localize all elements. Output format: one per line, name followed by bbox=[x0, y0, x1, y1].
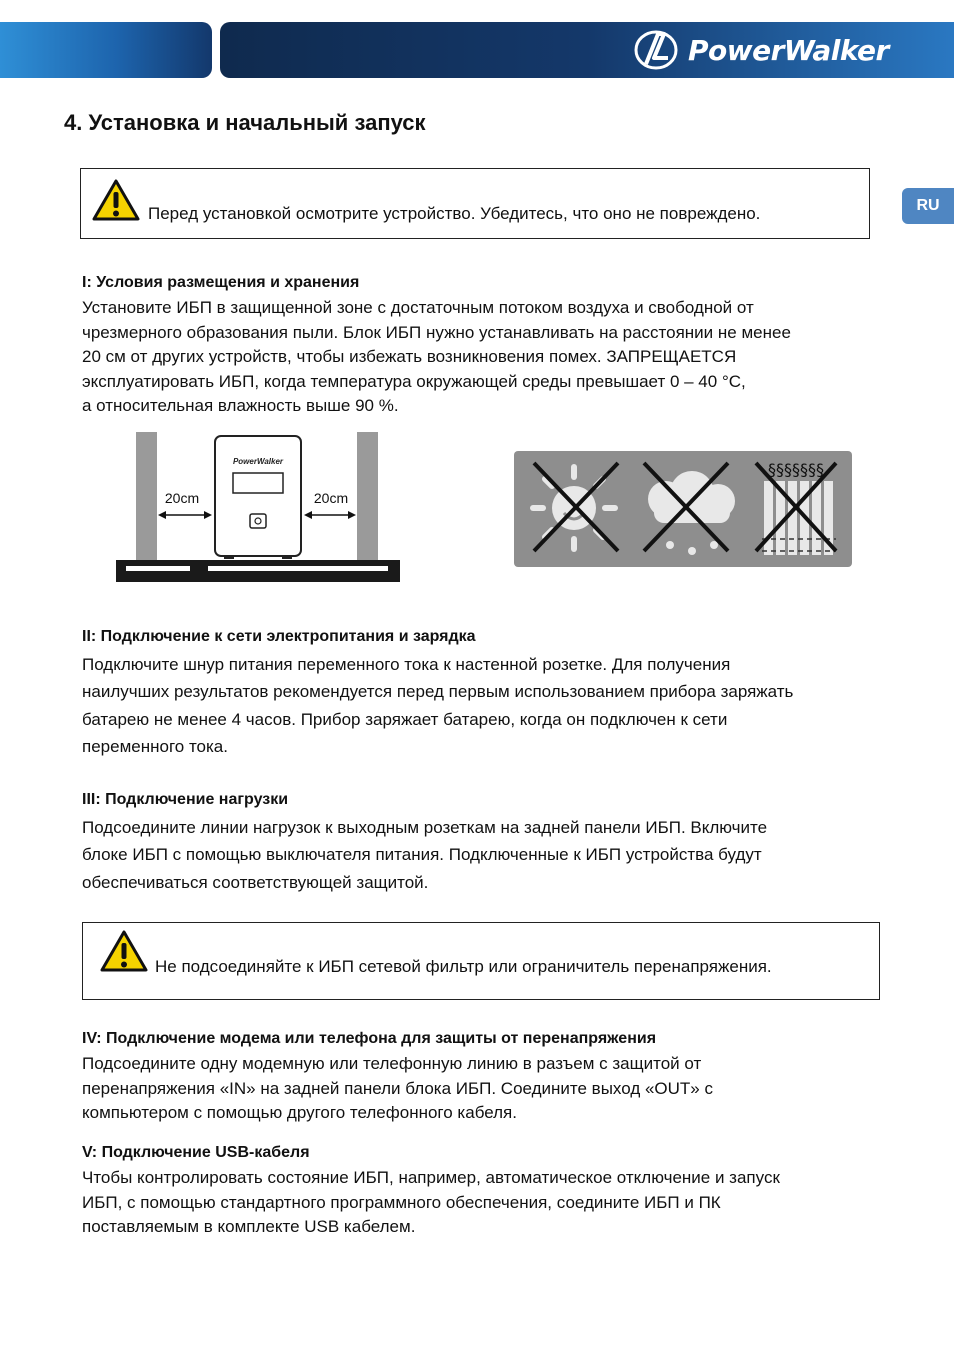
warning-box-inspection bbox=[80, 168, 870, 239]
text-line: ИБП, с помощью стандартного программного обеспечения, соедините ИБП и ПК bbox=[82, 1192, 721, 1212]
text-line: поставляемым в комплекте USB кабелем. bbox=[82, 1217, 416, 1236]
ups-device bbox=[215, 436, 301, 559]
header-left-bar bbox=[0, 22, 212, 78]
warning-icon bbox=[91, 178, 141, 222]
text-line: Чтобы контролировать состояние ИБП, например, автоматическое отключение и запуск bbox=[82, 1168, 780, 1187]
text-line: эксплуатировать ИБП, когда температура окружающей среды превышает 0 – 40 °C, bbox=[82, 371, 746, 391]
section-heading-usb: V: Подключение USB-кабеля bbox=[82, 1144, 310, 1161]
warning-icon bbox=[99, 929, 149, 973]
text-line: Подсоедините одну модемную или телефонную линию в разъем с защитой от bbox=[82, 1054, 702, 1073]
language-tab[interactable]: RU bbox=[902, 188, 954, 224]
device-brand-label: PowerWalker bbox=[232, 457, 284, 466]
text-line: а относительная влажность выше 90 %. bbox=[82, 396, 399, 415]
left-wall bbox=[136, 432, 157, 560]
section-heading-placement: I: Условия размещения и хранения bbox=[82, 274, 360, 291]
section-heading-modem: IV: Подключение модема или телефона для защиты от перенапряжения bbox=[82, 1030, 657, 1047]
section-text-placement bbox=[82, 296, 882, 419]
logo-text: PowerWalker bbox=[688, 33, 889, 67]
text-line: Подсоедините линии нагрузок к выходным розеткам на задней панели ИБП. Включите bbox=[82, 818, 768, 837]
text-line: 20 см от других устройств, чтобы избежать возникновения помех. ЗАПРЕЩАЕТСЯ bbox=[82, 347, 737, 366]
left-distance-label: 20cm bbox=[164, 490, 200, 506]
warning-text: Не подсоединяйте к ИБП сетевой фильтр или ограничитель перенапряжения. bbox=[155, 957, 772, 976]
placement-diagram bbox=[116, 430, 400, 582]
warning-box-surge bbox=[82, 922, 880, 1000]
section-heading-load: III: Подключение нагрузки bbox=[82, 791, 289, 808]
text-line: чрезмерного образования пыли. Блок ИБП нужно устанавливать на расстоянии не менее bbox=[82, 322, 791, 342]
right-wall bbox=[357, 432, 378, 560]
section-text-usb bbox=[82, 1166, 882, 1240]
text-line: перенапряжения «IN» на задней панели блока ИБП. Соедините выход «OUT» с bbox=[82, 1078, 713, 1098]
text-line: блоке ИБП с помощью выключателя питания. Подключенные к ИБП устройства будут bbox=[82, 845, 762, 865]
page-title: 4. Установка и начальный запуск bbox=[64, 110, 426, 135]
text-line: переменного тока. bbox=[82, 736, 228, 756]
text-line: обеспечиваться соответствующей защитой. bbox=[82, 872, 429, 892]
section-text-power bbox=[82, 651, 882, 760]
sun-heat-icon bbox=[533, 463, 618, 551]
text-line: Подключите шнур питания переменного тока к настенной розетке. Для получения bbox=[82, 655, 731, 674]
text-line: Установите ИБП в защищенной зоне с достаточным потоком воздуха и свободной от bbox=[82, 298, 754, 317]
powerwalker-swoosh-icon bbox=[632, 28, 684, 72]
brand-logo bbox=[632, 27, 889, 73]
warning-text: Перед установкой осмотрите устройство. Убедитесь, что оно не повреждено. bbox=[148, 204, 761, 223]
svg-text:§§§§§§§: §§§§§§§ bbox=[768, 460, 824, 479]
right-distance-label: 20cm bbox=[313, 490, 349, 506]
text-line: компьютером с помощью другого телефонного кабеля. bbox=[82, 1103, 517, 1122]
section-text-modem bbox=[82, 1052, 882, 1126]
text-line: батарею не менее 4 часов. Прибор заряжает батарею, когда он подключен к сети bbox=[82, 709, 728, 729]
radiator-heat-icon bbox=[756, 460, 836, 555]
prohibited-conditions-figure bbox=[514, 451, 852, 567]
section-heading-power: II: Подключение к сети электропитания и зарядка bbox=[82, 628, 476, 645]
section-text-load bbox=[82, 814, 882, 896]
text-line: наилучших результатов рекомендуется перед первым использованием прибора заряжать bbox=[82, 682, 794, 702]
